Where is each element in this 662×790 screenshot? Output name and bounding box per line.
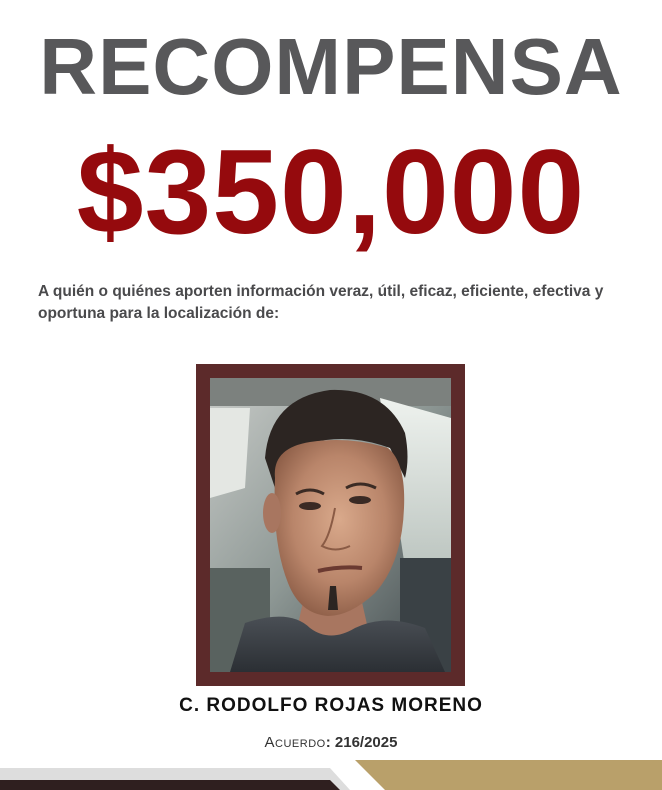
person-photo	[210, 378, 451, 672]
intro-text: A quién o quiénes aporten información veraz, útil, eficaz, eficiente, efectiva y oportuna para la localización de:	[38, 283, 604, 322]
agreement-number: 216/2025	[334, 734, 398, 751]
person-photo-image	[210, 378, 451, 672]
footer-gold-stripe	[355, 760, 662, 790]
agreement-line	[0, 733, 662, 753]
agreement-label: Acuerdo	[264, 734, 326, 751]
headline-title: RECOMPENSA	[39, 22, 623, 111]
footer-decorative-band	[0, 758, 662, 790]
reward-amount: $350,000	[76, 125, 586, 259]
footer-dark-stripe	[0, 780, 340, 790]
photo-frame	[196, 364, 465, 686]
agreement-separator: :	[325, 734, 331, 751]
footer-stripes	[0, 758, 662, 790]
person-name: C. RODOLFO ROJAS MORENO	[179, 695, 483, 716]
